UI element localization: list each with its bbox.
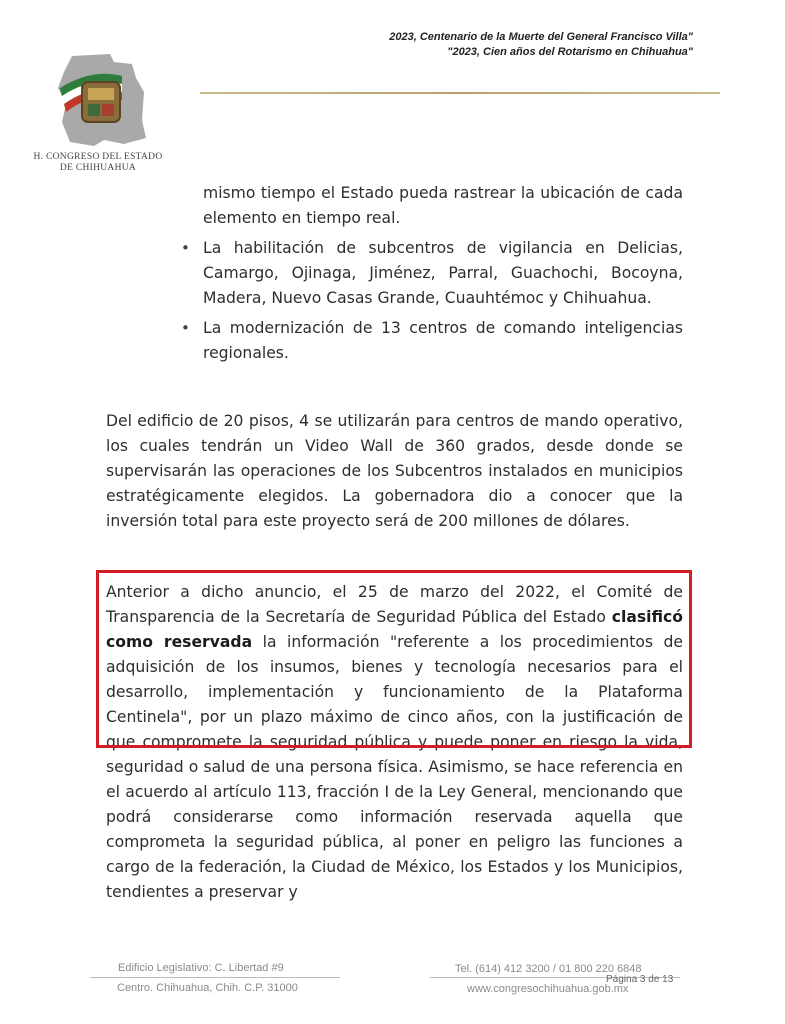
page-number: Página 3 de 13 [606, 974, 674, 985]
footer-website[interactable]: www.congresochihuahua.gob.mx [467, 983, 629, 995]
congress-name-line2: DE CHIHUAHUA [59, 163, 137, 173]
paragraph-anterior-start: Anterior a dicho anuncio, el 25 de marzo del 2022, el Comité de Transparencia de la Secretaría de Seguridad Pública del Estado [106, 583, 683, 626]
continuation-paragraph: mismo tiempo el Estado pueda rastrear la ubicación de cada elemento en tiempo real. [203, 184, 683, 227]
congress-name-line1: H. CONGRESO DEL ESTADO [33, 152, 163, 162]
congress-name [18, 152, 178, 174]
header-motto [389, 30, 693, 60]
footer-address-line1: Edificio Legislativo: C. Libertad #9 [118, 962, 284, 974]
motto-line2: "2023, Cien años del Rotarismo en Chihuahua" [447, 46, 693, 58]
footer-divider-left [90, 977, 340, 978]
bullet-icon: • [181, 319, 190, 337]
paragraph-anterior-rest: la información "referente a los procedimientos de adquisición de los insumos, bienes y tecnología necesarios para el desarrollo, implementación y funcionamiento de la Plataforma Centinela", por un plazo máximo de cinco años, con la justificación de que compromete la seguridad pública y puede poner en riesgo la vida, seguridad o salud de una persona física. Asimismo, se hace referencia en el acuerdo al artículo 113, fracción I de la Ley General, mencionando que podrá considerarse como información reservada aquella que comprometa la seguridad pública, al poner en peligro las funciones a cargo de la federación, la Ciudad de México, los Estados y los Municipios, tendientes a preservar y [106, 633, 683, 901]
chihuahua-state-seal-icon [52, 48, 148, 148]
header-divider [200, 92, 720, 94]
motto-line1: 2023, Centenario de la Muerte del General Francisco Villa" [389, 31, 693, 43]
bullet-icon: • [181, 239, 190, 257]
footer-phone: Tel. (614) 412 3200 / 01 800 220 6848 [455, 963, 642, 975]
red-highlight-box [96, 570, 692, 748]
bullet-text: La modernización de 13 centros de comando inteligencias regionales. [203, 319, 683, 362]
bullet-text: La habilitación de subcentros de vigilancia en Delicias, Camargo, Ojinaga, Jiménez, Parral, Guachochi, Bocoyna, Madera, Nuevo Casas Grande, Cuauhtémoc y Chihuahua. [203, 239, 683, 307]
paragraph-edificio: Del edificio de 20 pisos, 4 se utilizarán para centros de mando operativo, los cuales tendrán un Video Wall de 360 grados, desde donde se supervisarán las operaciones de los Subcentros instalados en municipios estratégicamente elegidos. La gobernadora dio a conocer que la inversión total para este proyecto será de 200 millones de dólares. [106, 412, 683, 530]
list-item [178, 316, 683, 366]
list-item [178, 236, 683, 311]
footer-address-line2: Centro. Chihuahua, Chih. C.P. 31000 [117, 982, 298, 994]
bullet-list [178, 236, 683, 371]
bold-emphasis: clasificó como reservada [106, 608, 683, 651]
